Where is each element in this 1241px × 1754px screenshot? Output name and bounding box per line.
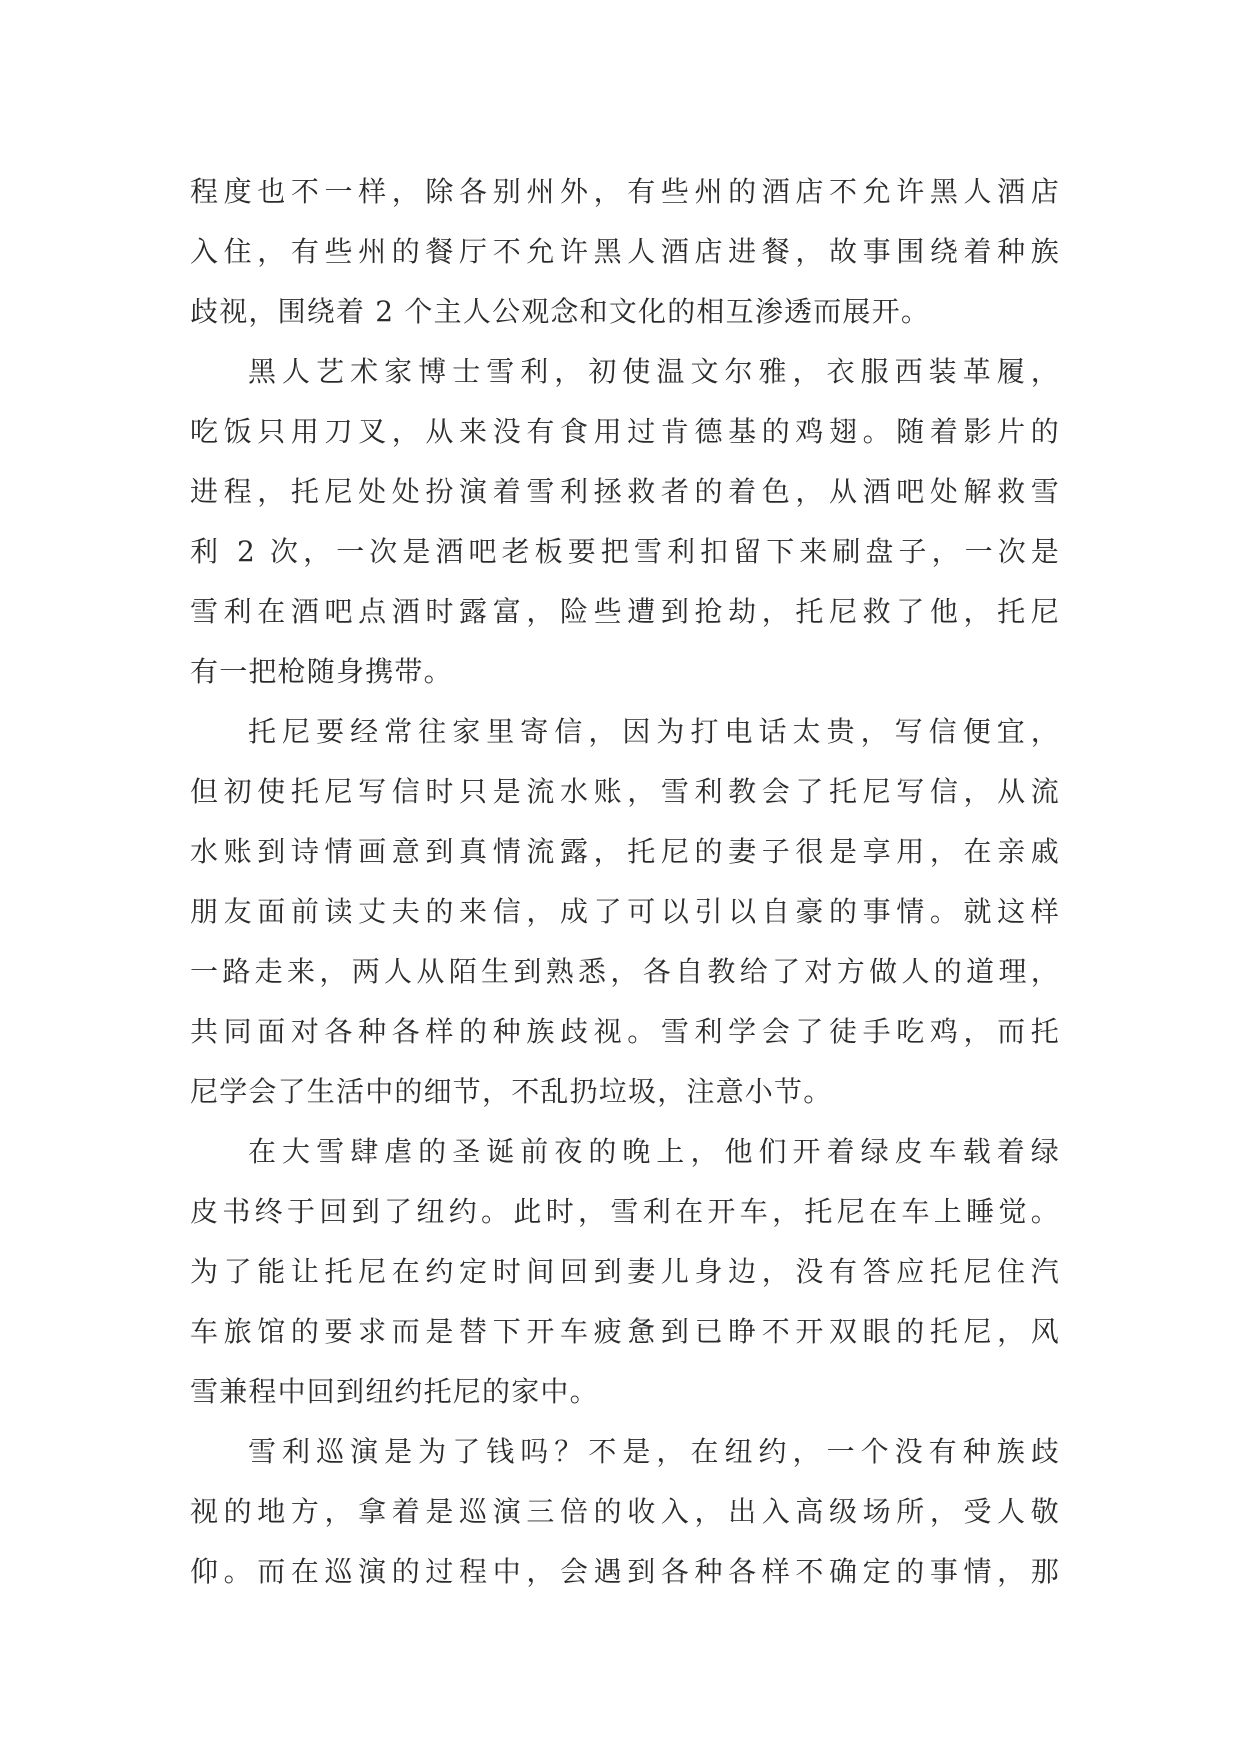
body-text (190, 162, 1060, 1602)
text-line: 朋友面前读丈夫的来信，成了可以引以自豪的事情。就这样 (190, 895, 1060, 928)
text-line: 有一把枪随身携带。 (190, 655, 453, 688)
text-line: 雪利在酒吧点酒时露富，险些遭到抢劫，托尼救了他，托尼 (190, 595, 1060, 628)
text-line: 歧视，围绕着 2 个主人公观念和文化的相互渗透而展开。 (190, 295, 931, 328)
text-line: 尼学会了生活中的细节，不乱扔垃圾，注意小节。 (190, 1075, 833, 1108)
text-line: 进程，托尼处处扮演着雪利拯救者的着色，从酒吧处解救雪 (190, 475, 1060, 508)
text-line: 托尼要经常往家里寄信，因为打电话太贵，写信便宜， (248, 715, 1060, 748)
text-line: 但初使托尼写信时只是流水账，雪利教会了托尼写信，从流 (190, 775, 1060, 808)
text-line: 入住，有些州的餐厅不允许黑人酒店进餐，故事围绕着种族 (190, 235, 1060, 268)
text-line: 在大雪肆虐的圣诞前夜的晚上，他们开着绿皮车载着绿 (248, 1135, 1060, 1168)
text-line: 利 2 次，一次是酒吧老板要把雪利扣留下来刷盘子，一次是 (190, 535, 1060, 568)
text-line: 视的地方，拿着是巡演三倍的收入，出入高级场所，受人敬 (190, 1495, 1060, 1528)
text-line: 一路走来，两人从陌生到熟悉，各自教给了对方做人的道理， (190, 955, 1060, 988)
text-line: 雪兼程中回到纽约托尼的家中。 (190, 1375, 599, 1408)
text-line: 为了能让托尼在约定时间回到妻儿身边，没有答应托尼住汽 (190, 1255, 1060, 1288)
text-line: 水账到诗情画意到真情流露，托尼的妻子很是享用，在亲戚 (190, 835, 1060, 868)
text-line: 吃饭只用刀叉，从来没有食用过肯德基的鸡翅。随着影片的 (190, 415, 1060, 448)
text-line: 黑人艺术家博士雪利，初使温文尔雅，衣服西装革履， (248, 355, 1060, 388)
text-line: 程度也不一样，除各别州外，有些州的酒店不允许黑人酒店 (190, 175, 1060, 208)
text-line: 雪利巡演是为了钱吗？不是，在纽约，一个没有种族歧 (248, 1435, 1060, 1468)
text-line: 仰。而在巡演的过程中，会遇到各种各样不确定的事情，那 (190, 1555, 1060, 1588)
text-line: 皮书终于回到了纽约。此时，雪利在开车，托尼在车上睡觉。 (190, 1195, 1060, 1228)
text-line: 车旅馆的要求而是替下开车疲惫到已睁不开双眼的托尼，风 (190, 1315, 1060, 1348)
text-line: 共同面对各种各样的种族歧视。雪利学会了徒手吃鸡，而托 (190, 1015, 1060, 1048)
